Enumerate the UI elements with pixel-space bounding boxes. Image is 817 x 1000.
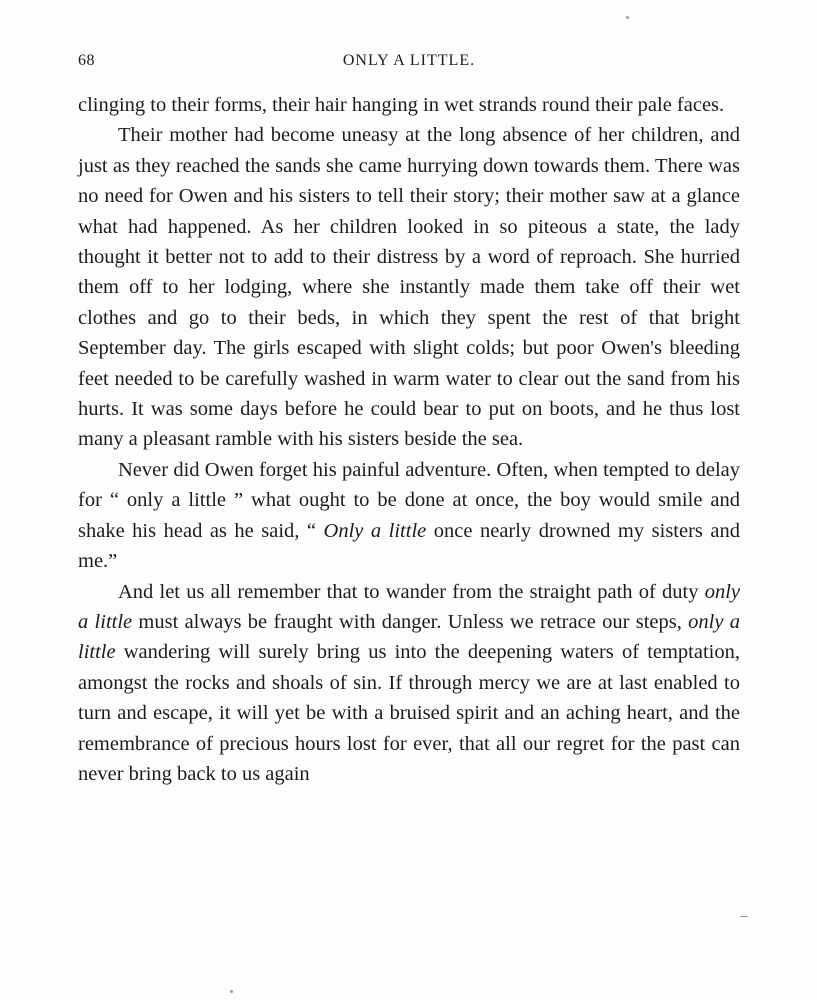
- paragraph-text: wandering will surely bring us into the deepening waters of temptation, amongst the rocks and shoals of sin. If through mercy we are at last enabled to turn and escape, it will yet be with a bruised spirit and an aching heart, and the remembrance of precious hours lost for ever, that all our regret for the past can never bring back to us again: [78, 641, 740, 785]
- body-text: [78, 90, 740, 789]
- paragraph-text: once nearly drowned my sisters and me.”: [78, 519, 740, 573]
- paragraph: [78, 120, 740, 454]
- paragraph-text: clinging to their forms, their hair hanging in wet strands round their pale faces.: [78, 94, 725, 116]
- page-number: 68: [78, 52, 95, 69]
- italic-text: only a little: [78, 580, 740, 633]
- paragraph: [78, 455, 740, 577]
- scan-speck: [626, 16, 629, 19]
- paragraph-text: must always be fraught with danger. Unless we retrace our steps,: [132, 610, 689, 633]
- italic-text: Only a little: [323, 519, 427, 542]
- running-head: [78, 52, 740, 74]
- paragraph-text: And let us all remember that to wander from the straight path of duty: [118, 580, 705, 603]
- paragraph-text: Their mother had become uneasy at the long absence of her children, and just as they reached the sands she came hurrying down towards them. There was no need for Owen and his sisters to tell their story; their mother saw at a glance what had happened. As her children looked in so piteous a state, the lady thought it better not to add to their distress by a word of reproach. She hurried them off to her lodging, where she instantly made them take off their wet clothes and go to their beds, in which they spent the rest of that bright September day. The girls escaped with slight colds; but poor Owen's bleeding feet needed to be carefully washed in warm water to clear out the sand from his hurts. It was some days before he could bear to put on boots, and he thus lost many a pleasant ramble with his sisters beside the sea.: [78, 124, 740, 451]
- paragraph: [78, 577, 740, 790]
- paragraph: [78, 90, 740, 120]
- scan-speck: [230, 990, 233, 993]
- running-title: ONLY A LITTLE.: [342, 52, 476, 69]
- paragraph-text: Never did Owen forget his painful adventure. Often, when tempted to delay for “ only a little ” what ought to be done at once, the boy would smile and shake his head as he said, “: [78, 458, 740, 542]
- scan-speck: [740, 916, 748, 917]
- italic-text: only a little: [78, 610, 740, 664]
